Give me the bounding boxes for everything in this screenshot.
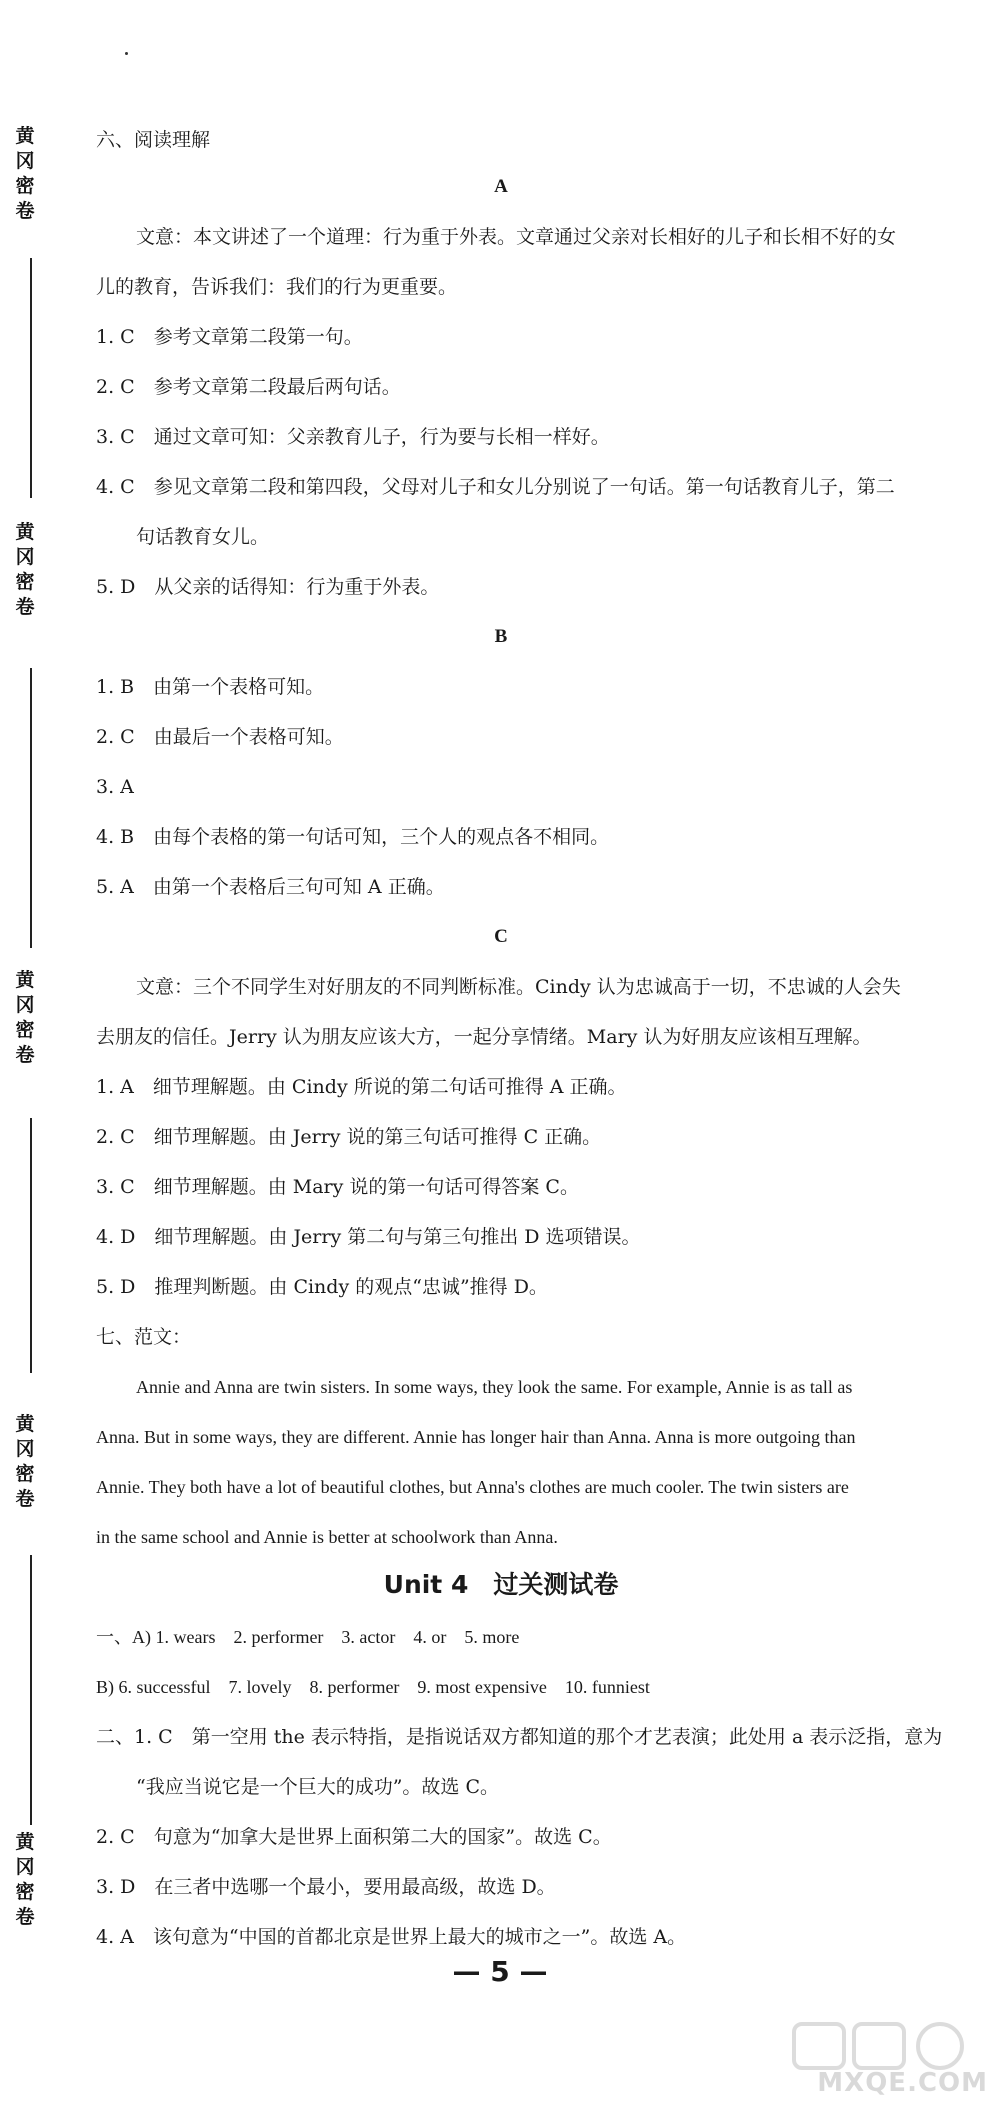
answer-line: 4. B 由每个表格的第一句话可知，三个人的观点各不相同。: [96, 826, 610, 848]
answer-line: 3. D 在三者中选哪一个最小，要用最高级，故选 D。: [96, 1876, 556, 1898]
answer-line: 1. B 由第一个表格可知。: [96, 676, 325, 698]
margin-stamp-char: 卷: [15, 596, 35, 618]
answer-line: 2. C 由最后一个表格可知。: [96, 726, 344, 748]
answer-line: 5. D 从父亲的话得知：行为重于外表。: [96, 576, 440, 598]
margin-stamp: [14, 968, 36, 1068]
scan-dot: [125, 52, 128, 55]
answer-line: 2. C 细节理解题。由 Jerry 说的第三句话可推得 C 正确。: [96, 1126, 602, 1148]
essay-line: Anna. But in some ways, they are different. Annie has longer hair than Anna. Anna is more outgoing than: [96, 1427, 856, 1447]
passage-c-summary: 文意：三个不同学生对好朋友的不同判断标准。Cindy 认为忠诚高于一切，不忠诚的人会失: [136, 976, 901, 998]
answer-line: 5. A 由第一个表格后三句可知 A 正确。: [96, 876, 445, 898]
answer-line: 3. C 通过文章可知：父亲教育儿子，行为要与长相一样好。: [96, 426, 610, 448]
page-number: — 5 —: [452, 1955, 548, 1988]
answer-line: 4. A 该句意为“中国的首都北京是世界上最大的城市之一”。故选 A。: [96, 1926, 687, 1948]
margin-stamp-char: 黄: [15, 521, 35, 543]
margin-divider: [30, 1555, 32, 1825]
watermark: [788, 2018, 988, 2098]
margin-stamp-char: 卷: [15, 1488, 35, 1510]
watermark-text: MXQE.COM: [817, 2068, 988, 2098]
passage-heading-c: C: [494, 926, 508, 947]
margin-stamp-char: 冈: [15, 546, 35, 568]
margin-stamp-char: 卷: [15, 1044, 35, 1066]
section-title-reading: 六、阅读理解: [96, 129, 211, 151]
answer-line: “我应当说它是一个巨大的成功”。故选 C。: [136, 1776, 500, 1798]
answer-line: 5. D 推理判断题。由 Cindy 的观点“忠诚”推得 D。: [96, 1276, 548, 1298]
answer-line: 1. A 细节理解题。由 Cindy 所说的第二句话可推得 A 正确。: [96, 1076, 627, 1098]
passage-heading-b: B: [494, 626, 508, 647]
margin-stamp-char: 冈: [15, 994, 35, 1016]
unit-title: Unit 4 过关测试卷: [383, 1570, 619, 1599]
section-title-writing: 七、范文：: [96, 1326, 192, 1348]
answer-line: 1. C 参考文章第二段第一句。: [96, 326, 363, 348]
passage-heading-a: A: [494, 176, 508, 197]
margin-stamp-char: 黄: [15, 969, 35, 991]
vocab-answers-a: 一、A) 1. wears 2. performer 3. actor 4. or 5. more: [96, 1627, 520, 1647]
answer-line: 2. C 句意为“加拿大是世界上面积第二大的国家”。故选 C。: [96, 1826, 612, 1848]
passage-a-summary: 文意：本文讲述了一个道理：行为重于外表。文章通过父亲对长相好的儿子和长相不好的女: [136, 226, 897, 248]
margin-stamp-char: 黄: [15, 125, 35, 147]
margin-stamp: [14, 124, 36, 224]
margin-stamp-char: 冈: [15, 150, 35, 172]
margin-stamp-char: 密: [15, 1463, 35, 1485]
margin-stamp-char: 黄: [15, 1831, 35, 1853]
margin-stamp-char: 卷: [15, 200, 35, 222]
answer-line: 二、1. C 第一空用 the 表示特指，是指说话双方都知道的那个才艺表演；此处用 a 表示泛指，意为: [96, 1726, 943, 1748]
answer-line: 2. C 参考文章第二段最后两句话。: [96, 376, 401, 398]
margin-stamp-char: 冈: [15, 1438, 35, 1460]
margin-stamp-char: 密: [15, 1019, 35, 1041]
vocab-answers-b: B) 6. successful 7. lovely 8. performer 9. most expensive 10. funniest: [96, 1677, 650, 1697]
answer-line: 3. C 细节理解题。由 Mary 说的第一句话可得答案 C。: [96, 1176, 579, 1198]
margin-stamp-char: 卷: [15, 1906, 35, 1928]
margin-stamp: [14, 1830, 36, 1930]
margin-stamp: [14, 520, 36, 620]
margin-stamp-char: 黄: [15, 1413, 35, 1435]
margin-divider: [30, 668, 32, 948]
passage-a-summary: 儿的教育，告诉我们：我们的行为更重要。: [96, 276, 458, 298]
margin-stamp-char: 冈: [15, 1856, 35, 1878]
essay-line: in the same school and Annie is better at schoolwork than Anna.: [96, 1527, 558, 1547]
answer-line: 3. A: [96, 776, 134, 798]
margin-stamp-char: 密: [15, 175, 35, 197]
essay-line: Annie. They both have a lot of beautiful clothes, but Anna's clothes are much cooler. The twin sisters are: [96, 1477, 849, 1497]
answer-line: 句话教育女儿。: [136, 526, 270, 548]
margin-stamp: [14, 1412, 36, 1512]
margin-divider: [30, 1118, 32, 1373]
margin-divider: [30, 258, 32, 498]
margin-stamp-char: 密: [15, 1881, 35, 1903]
margin-stamp-char: 密: [15, 571, 35, 593]
passage-c-summary: 去朋友的信任。Jerry 认为朋友应该大方，一起分享情绪。Mary 认为好朋友应该相互理解。: [96, 1026, 872, 1048]
answer-line: 4. C 参见文章第二段和第四段，父母对儿子和女儿分别说了一句话。第一句话教育儿子，第二: [96, 476, 895, 498]
essay-line: Annie and Anna are twin sisters. In some ways, they look the same. For example, Annie is as tall as: [136, 1377, 853, 1397]
answer-line: 4. D 细节理解题。由 Jerry 第二句与第三句推出 D 选项错误。: [96, 1226, 641, 1248]
